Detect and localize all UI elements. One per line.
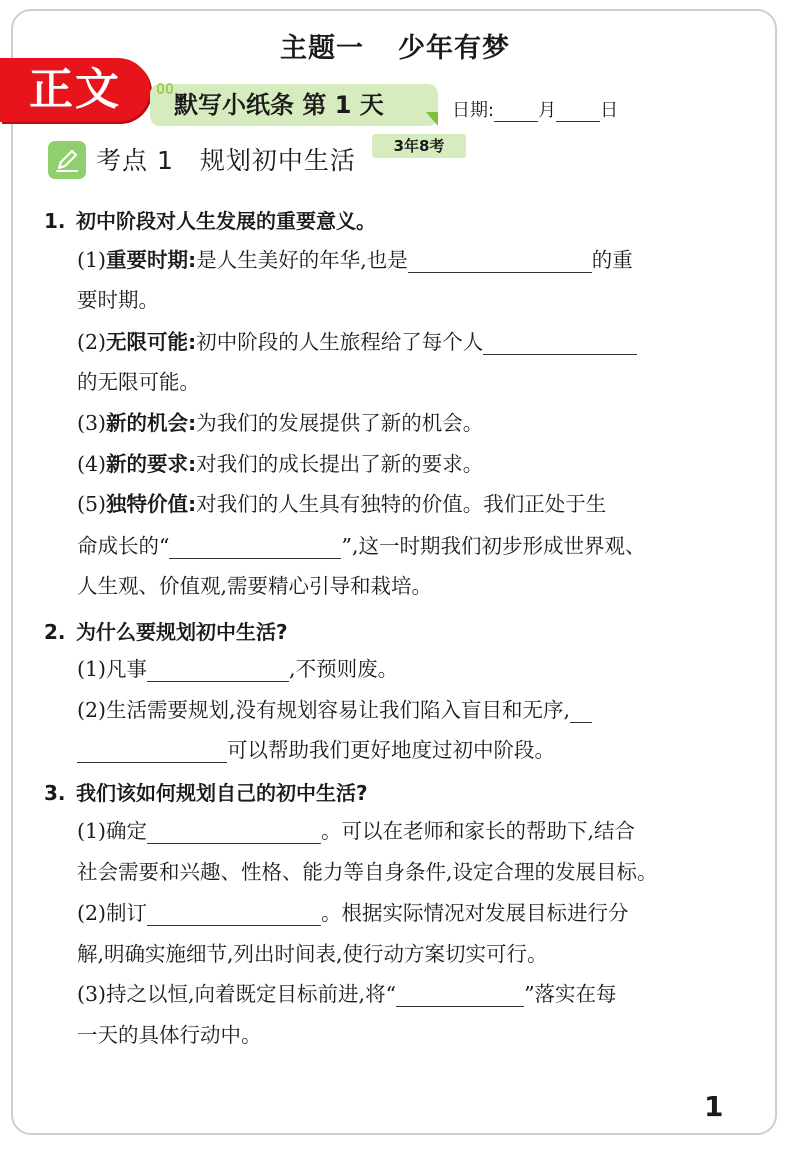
title-topic: 少年有梦 bbox=[398, 33, 510, 64]
blank-5b[interactable] bbox=[77, 744, 227, 763]
q1-line-5: (3)新的机会:为我们的发展提供了新的机会。 bbox=[77, 411, 484, 435]
q1-line-3: (2)无限可能:初中阶段的人生旅程给了每个人 bbox=[77, 329, 637, 355]
question-2: 2. 为什么要规划初中生活? bbox=[44, 620, 288, 644]
q3-line-3: (2)制订 。根据实际情况对发展目标进行分 bbox=[77, 901, 629, 925]
q1-line-4: 的无限可能。 bbox=[77, 370, 200, 394]
blank-3[interactable] bbox=[169, 540, 341, 559]
date-label: 日期: bbox=[452, 100, 495, 121]
q3-line-5: (3)持之以恒,向着既定目标前进,将“ ”落实在每 bbox=[77, 982, 617, 1006]
kaodian-title: 考点 1 规划初中生活 bbox=[96, 146, 356, 175]
blank-8[interactable] bbox=[396, 988, 524, 1007]
q3-line-2: 社会需要和兴趣、性格、能力等自身条件,设定合理的发展目标。 bbox=[77, 860, 658, 884]
title-theme: 主题一 bbox=[280, 33, 364, 64]
q1-line-8: 命成长的“ ”,这一时期我们初步形成世界观、 bbox=[77, 534, 646, 558]
pencil-icon bbox=[48, 141, 86, 179]
question-3: 3. 我们该如何规划自己的初中生活? bbox=[44, 781, 368, 805]
blank-2[interactable] bbox=[483, 336, 637, 355]
q1-line-9: 人生观、价值观,需要精心引导和栽培。 bbox=[77, 574, 433, 598]
blank-7[interactable] bbox=[147, 907, 321, 926]
blank-5a[interactable] bbox=[570, 704, 592, 723]
date-month-blank[interactable] bbox=[494, 103, 538, 122]
q1-line-6: (4)新的要求:对我们的成长提出了新的要求。 bbox=[77, 452, 484, 476]
q1-line-2: 要时期。 bbox=[77, 288, 159, 312]
q2-line-2: (2)生活需要规划,没有规划容易让我们陷入盲目和无序, bbox=[77, 697, 592, 723]
banner-fold bbox=[426, 112, 438, 126]
q3-line-4: 解,明确实施细节,列出时间表,使行动方案切实可行。 bbox=[77, 942, 548, 966]
q1-line-1: (1)重要时期:是人生美好的年华,也是 的重 bbox=[77, 248, 633, 272]
binder-rings-icon bbox=[157, 79, 183, 91]
question-1: 1. 初中阶段对人生发展的重要意义。 bbox=[44, 209, 376, 233]
q3-line-1: (1)确定 。可以在老师和家长的帮助下,结合 bbox=[77, 819, 636, 843]
date-field bbox=[452, 96, 618, 122]
exam-frequency-badge: 3年8考 bbox=[372, 134, 466, 158]
blank-1[interactable] bbox=[408, 254, 592, 273]
q3-line-6: 一天的具体行动中。 bbox=[77, 1023, 262, 1047]
q2-line-3: 可以帮助我们更好地度过初中阶段。 bbox=[77, 737, 555, 763]
blank-6[interactable] bbox=[147, 825, 321, 844]
blank-4[interactable] bbox=[147, 663, 289, 682]
q2-line-1: (1)凡事 ,不预则废。 bbox=[77, 657, 399, 681]
page-number: 1 bbox=[704, 1090, 724, 1123]
date-month-label: 月 bbox=[538, 100, 557, 121]
dictation-banner: 默写小纸条 第 1 天 bbox=[150, 84, 438, 126]
q1-line-7: (5)独特价值:对我们的人生具有独特的价值。我们正处于生 bbox=[77, 492, 607, 516]
date-day-blank[interactable] bbox=[556, 103, 600, 122]
section-tag: 正文 bbox=[0, 58, 150, 122]
date-day-label: 日 bbox=[600, 100, 619, 121]
